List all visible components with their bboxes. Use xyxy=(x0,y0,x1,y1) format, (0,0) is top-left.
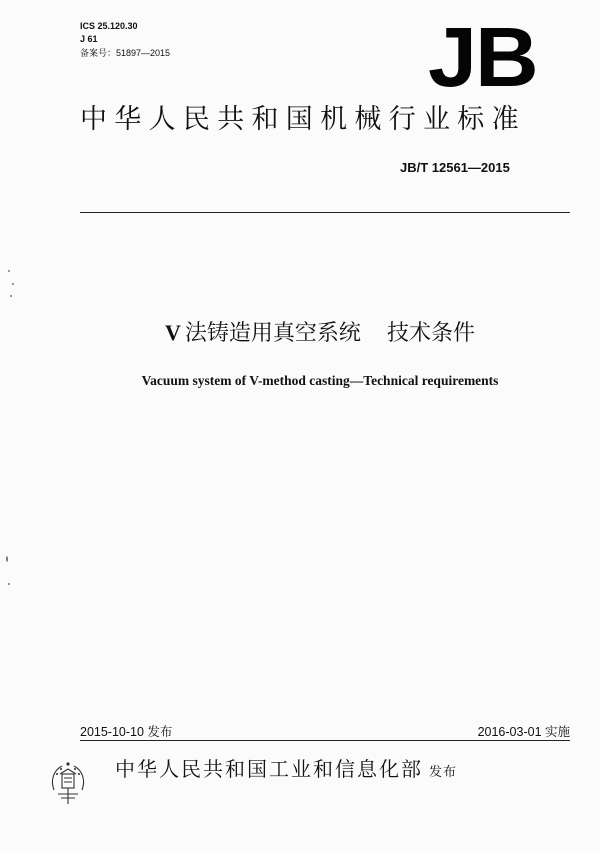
title-sub: 技术条件 xyxy=(386,321,475,346)
national-emblem-icon xyxy=(46,760,90,806)
classification-code: J 61 xyxy=(80,34,98,44)
document-title-en: Vacuum system of V-method casting—Technical requirements xyxy=(141,373,499,388)
title-main: 法铸造用真空系统 xyxy=(184,321,361,346)
document-title-zh xyxy=(0,318,600,349)
implement-date: 2016-03-01 实施 xyxy=(477,725,570,739)
title-prefix: V xyxy=(165,320,181,345)
standard-number: JB/T 12561—2015 xyxy=(400,160,510,175)
publish-date: 2015-10-10 发布 xyxy=(80,725,173,739)
bottom-divider xyxy=(80,740,570,741)
scan-speck xyxy=(10,295,12,297)
scan-speck xyxy=(12,283,14,285)
jb-logo: JB xyxy=(428,10,537,104)
issuer-name: 中华人民共和国工业和信息化部 xyxy=(115,757,423,781)
top-divider xyxy=(80,212,570,213)
standard-category-title: 中华人民共和国机械行业标准 xyxy=(80,104,526,135)
ics-code: ICS 25.120.30 xyxy=(80,21,138,31)
record-number: 备案号：51897—2015 xyxy=(80,48,171,58)
scan-speck xyxy=(8,270,10,272)
scan-speck xyxy=(8,583,10,585)
issuer-suffix: 发布 xyxy=(429,765,458,780)
scan-speck xyxy=(6,556,8,562)
issuing-authority xyxy=(115,756,457,786)
